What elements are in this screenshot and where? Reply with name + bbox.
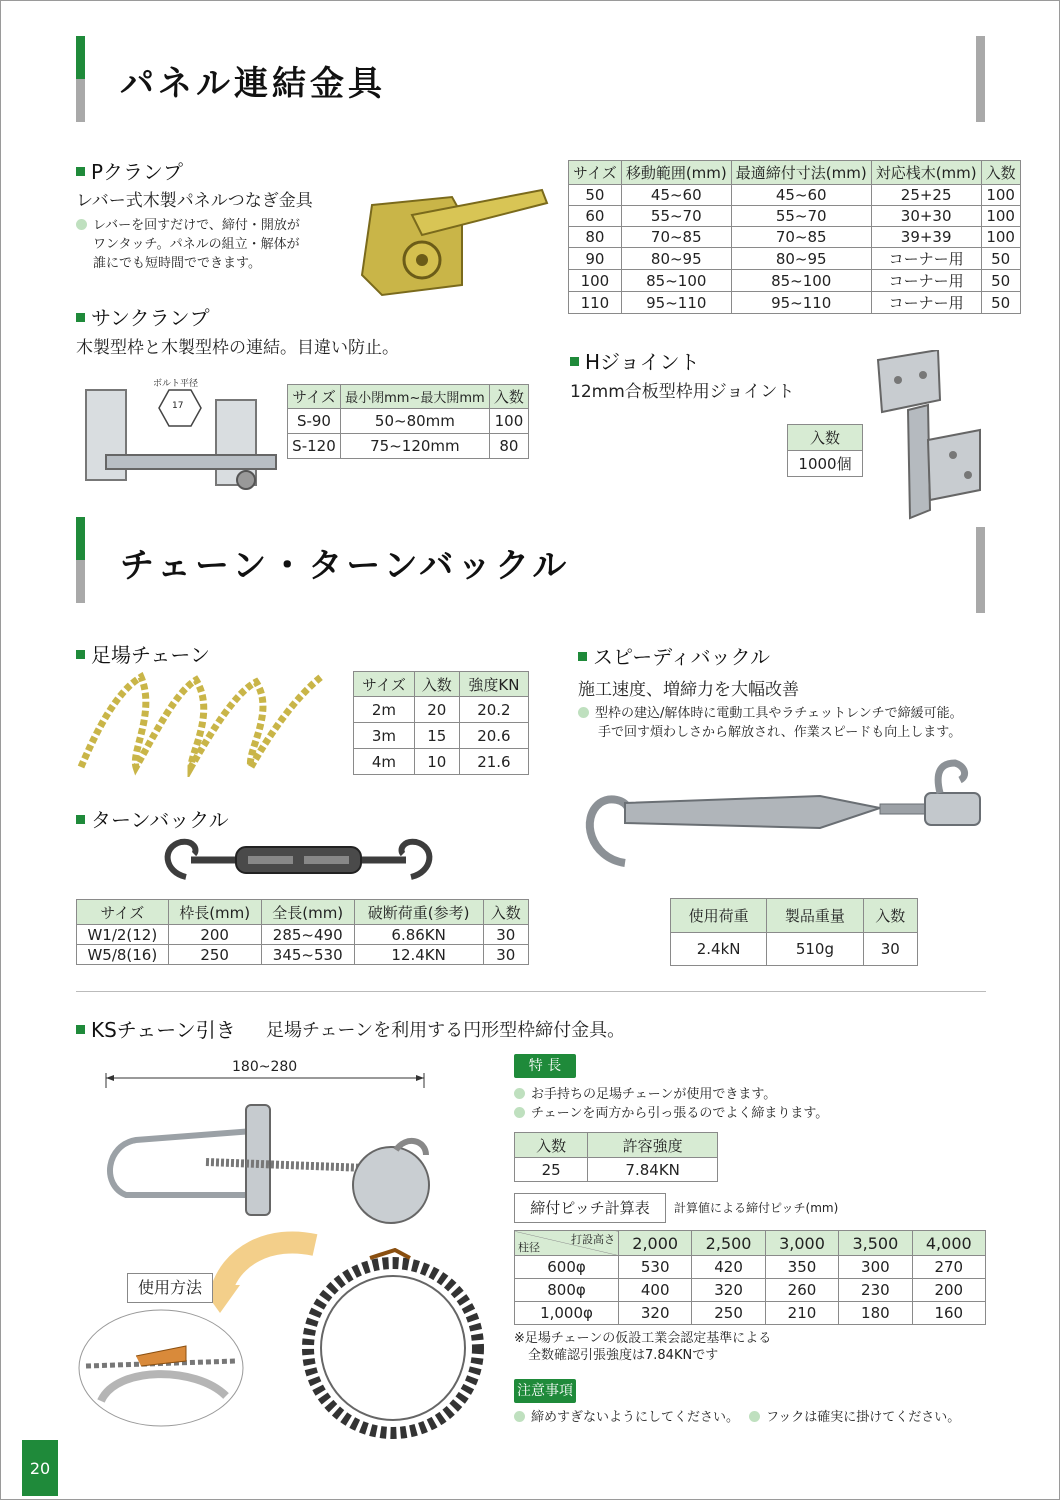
table-cell: 250 — [168, 945, 261, 965]
table-row — [515, 1302, 986, 1325]
corner-top-label: 打設高さ — [571, 1233, 615, 1246]
table-cell: 180 — [839, 1302, 912, 1325]
table-cell: 45~60 — [731, 185, 871, 206]
heading-square-icon — [76, 1025, 85, 1034]
table-cell: 7.84KN — [588, 1158, 718, 1182]
table-cell: 260 — [765, 1279, 838, 1302]
h-joint-heading — [570, 346, 700, 375]
table-cell: 85~100 — [621, 270, 731, 292]
speedy-buckle-note — [578, 704, 963, 742]
table-cell: 510g — [767, 933, 863, 966]
table-cell: S-90 — [288, 409, 341, 434]
table-row — [77, 945, 529, 965]
table-cell: 200 — [912, 1279, 985, 1302]
section-accent-bar — [76, 36, 85, 122]
table-header: 最小閉mm~最大開mm — [340, 385, 489, 409]
caution-tag: 注意事項 — [514, 1379, 576, 1403]
table-cell: 20 — [414, 697, 459, 723]
table-row — [288, 434, 529, 459]
table-row — [77, 925, 529, 945]
table-row — [569, 292, 1021, 314]
scaffold-chain-table — [353, 671, 529, 775]
table-cell: コーナー用 — [871, 270, 981, 292]
table-cell: 320 — [619, 1302, 692, 1325]
bullet-icon — [578, 707, 589, 718]
table-cell: 110 — [569, 292, 622, 314]
table-cell: 50 — [569, 185, 622, 206]
heading-square-icon — [76, 313, 85, 322]
table-header: サイズ — [569, 161, 622, 185]
bolt-size: 17 — [172, 401, 184, 411]
table-cell: 350 — [765, 1256, 838, 1279]
table-header: 製品重量 — [767, 899, 863, 933]
table-cell: 30 — [483, 925, 528, 945]
bullet-icon — [514, 1107, 525, 1118]
table-row — [788, 451, 863, 477]
section-title-chain: チェーン・ターンバックル — [120, 546, 571, 586]
table-header: 入数 — [414, 672, 459, 697]
table-cell: 55~70 — [731, 206, 871, 227]
usage-label: 使用方法 — [127, 1273, 213, 1303]
table-cell: 20.6 — [459, 723, 528, 749]
section-divider — [76, 991, 986, 992]
table-row — [671, 933, 918, 966]
p-clamp-heading-text: Pクランプ — [91, 160, 184, 184]
table-row — [569, 248, 1021, 270]
ks-chain-image — [96, 1100, 456, 1230]
caution-list — [514, 1408, 960, 1427]
table-cell: 285~490 — [261, 925, 354, 945]
footnote — [514, 1330, 771, 1364]
sun-clamp-subtitle: 木製型枠と木製型枠の連結。目違い防止。 — [76, 338, 399, 358]
speedy-buckle-subtitle: 施工速度、増締力を大幅改善 — [578, 680, 799, 700]
p-clamp-heading — [76, 156, 183, 185]
table-header: 入数 — [489, 385, 528, 409]
table-cell: 95~110 — [731, 292, 871, 314]
pitch-table-note: 計算値による締付ピッチ(mm) — [674, 1201, 839, 1215]
table-header: 4,000 — [912, 1231, 985, 1256]
heading-square-icon — [578, 652, 587, 661]
h-joint-heading-text: Hジョイント — [585, 350, 700, 374]
table-cell: 10 — [414, 749, 459, 775]
table-row — [569, 185, 1021, 206]
table-header: 全長(mm) — [261, 900, 354, 925]
table-cell: 800φ — [515, 1279, 619, 1302]
bullet-icon — [749, 1411, 760, 1422]
table-row — [354, 749, 529, 775]
h-joint-table — [787, 424, 863, 477]
table-header: 対応桟木(mm) — [871, 161, 981, 185]
heading-square-icon — [76, 650, 85, 659]
sun-clamp-heading-text: サンクランプ — [91, 306, 210, 330]
dimension-label: 180~280 — [232, 1059, 298, 1075]
pitch-table-label: 締付ピッチ計算表 — [514, 1193, 666, 1223]
table-cell: 45~60 — [621, 185, 731, 206]
table-cell: 230 — [839, 1279, 912, 1302]
table-row — [569, 227, 1021, 248]
table-cell: 21.6 — [459, 749, 528, 775]
footnote-line: ※足場チェーンの仮設工業会認定基準による — [514, 1331, 772, 1346]
heading-square-icon — [76, 167, 85, 176]
p-clamp-note — [76, 216, 300, 273]
bullet-icon — [76, 219, 87, 230]
bolt-label: ボルト平径 — [153, 379, 199, 389]
h-joint-image — [868, 350, 983, 525]
table-cell: 100 — [489, 409, 528, 434]
table-cell: 210 — [765, 1302, 838, 1325]
table-cell: 55~70 — [621, 206, 731, 227]
table-header: 許容強度 — [588, 1133, 718, 1158]
turnbuckle-heading-text: ターンバックル — [91, 808, 229, 832]
table-row — [288, 409, 529, 434]
table-corner-header — [515, 1231, 619, 1256]
table-cell: 95~110 — [621, 292, 731, 314]
table-cell: 70~85 — [621, 227, 731, 248]
section-title-panel: パネル連結金具 — [120, 64, 386, 104]
table-cell: 400 — [619, 1279, 692, 1302]
table-cell: 270 — [912, 1256, 985, 1279]
table-header: サイズ — [354, 672, 415, 697]
section-accent-bar — [76, 517, 85, 603]
table-header: 強度KN — [459, 672, 528, 697]
ks-chain-heading — [76, 1014, 236, 1043]
table-cell: 20.2 — [459, 697, 528, 723]
bullet-icon — [514, 1088, 525, 1099]
table-cell: S-120 — [288, 434, 341, 459]
table-cell: 80 — [489, 434, 528, 459]
table-cell: W1/2(12) — [77, 925, 169, 945]
speedy-buckle-heading — [578, 641, 770, 670]
table-header: 破断荷重(参考) — [354, 900, 483, 925]
h-joint-subtitle: 12mm合板型枠用ジョイント — [570, 382, 795, 402]
table-cell: 2.4kN — [671, 933, 767, 966]
table-header: 3,500 — [839, 1231, 912, 1256]
table-cell: 25+25 — [871, 185, 981, 206]
page-number: 20 — [22, 1440, 58, 1496]
turnbuckle-table — [76, 899, 529, 965]
table-cell: 30 — [483, 945, 528, 965]
table-header: 3,000 — [765, 1231, 838, 1256]
table-cell: 320 — [692, 1279, 765, 1302]
scaffold-chain-heading-text: 足場チェーン — [91, 643, 210, 667]
table-header: 2,000 — [619, 1231, 692, 1256]
table-header: サイズ — [288, 385, 341, 409]
table-row — [515, 1158, 718, 1182]
sun-clamp-table — [287, 384, 529, 459]
table-cell: 1,000φ — [515, 1302, 619, 1325]
table-cell: 12.4KN — [354, 945, 483, 965]
table-cell: 30+30 — [871, 206, 981, 227]
sun-clamp-heading — [76, 302, 210, 331]
table-header: 2,500 — [692, 1231, 765, 1256]
feature-item: お手持ちの足場チェーンが使用できます。 — [531, 1087, 777, 1102]
caution-item: フックは確実に掛けてください。 — [766, 1410, 961, 1425]
features-list — [514, 1085, 828, 1123]
corner-bottom-label: 柱径 — [518, 1241, 540, 1254]
speedy-buckle-heading-text: スピーディバックル — [593, 645, 770, 669]
table-cell: 80~95 — [621, 248, 731, 270]
p-clamp-table — [568, 160, 1021, 314]
table-cell: 15 — [414, 723, 459, 749]
table-header: 移動範囲(mm) — [621, 161, 731, 185]
table-header: 枠長(mm) — [168, 900, 261, 925]
table-header: 入数 — [788, 425, 863, 451]
bullet-icon — [514, 1411, 525, 1422]
table-cell: 2m — [354, 697, 415, 723]
speedy-buckle-table — [670, 898, 918, 966]
table-cell: 50 — [981, 292, 1020, 314]
table-cell: 6.86KN — [354, 925, 483, 945]
table-row — [354, 697, 529, 723]
p-clamp-note-line: レバーを回すだけで、締付・開放が — [93, 218, 300, 233]
table-cell: 300 — [839, 1256, 912, 1279]
table-row — [515, 1256, 986, 1279]
heading-square-icon — [570, 357, 579, 366]
table-header: 入数 — [981, 161, 1020, 185]
turnbuckle-image — [156, 832, 441, 890]
scaffold-chain-heading — [76, 639, 210, 668]
table-header: 入数 — [863, 899, 917, 933]
circular-form-image — [300, 1248, 490, 1440]
scaffold-chain-image — [76, 672, 336, 777]
p-clamp-image — [352, 185, 552, 305]
table-cell: 600φ — [515, 1256, 619, 1279]
table-header: 入数 — [483, 900, 528, 925]
turnbuckle-heading — [76, 804, 229, 833]
p-clamp-note-line: 誰にでも短時間でできます。 — [93, 256, 261, 271]
caution-item: 締めすぎないようにしてください。 — [531, 1410, 740, 1425]
table-cell: 80~95 — [731, 248, 871, 270]
table-header: 最適締付寸法(mm) — [731, 161, 871, 185]
table-cell: 70~85 — [731, 227, 871, 248]
table-row — [569, 206, 1021, 227]
heading-square-icon — [76, 815, 85, 824]
speedy-buckle-image — [580, 758, 990, 876]
table-cell: 60 — [569, 206, 622, 227]
table-cell: 4m — [354, 749, 415, 775]
p-clamp-note-line: ワンタッチ。パネルの組立・解体が — [93, 237, 300, 252]
table-cell: 3m — [354, 723, 415, 749]
table-row — [515, 1279, 986, 1302]
table-cell: 200 — [168, 925, 261, 945]
section-accent-bar-right — [976, 36, 985, 122]
usage-detail-image — [76, 1306, 246, 1431]
table-cell: 50 — [981, 270, 1020, 292]
table-cell: 345~530 — [261, 945, 354, 965]
table-cell: 420 — [692, 1256, 765, 1279]
speedy-buckle-note-line: 手で回す煩わしさから解放され、作業スピードも向上します。 — [598, 725, 962, 740]
table-header: 使用荷重 — [671, 899, 767, 933]
features-tag: 特 長 — [514, 1054, 576, 1078]
table-cell: 100 — [981, 206, 1020, 227]
table-cell: コーナー用 — [871, 292, 981, 314]
feature-item: チェーンを両方から引っ張るのでよく締まります。 — [531, 1106, 829, 1121]
table-cell: 100 — [569, 270, 622, 292]
table-row — [569, 270, 1021, 292]
table-cell: 80 — [569, 227, 622, 248]
table-cell: 90 — [569, 248, 622, 270]
section-accent-bar-right — [976, 527, 985, 613]
table-cell: 1000個 — [788, 451, 863, 477]
ks-chain-spec-table — [514, 1132, 718, 1182]
table-cell: 85~100 — [731, 270, 871, 292]
table-cell: 100 — [981, 227, 1020, 248]
table-cell: 50 — [981, 248, 1020, 270]
table-header: 入数 — [515, 1133, 588, 1158]
ks-chain-heading-text: KSチェーン引き — [91, 1018, 236, 1042]
table-cell: W5/8(16) — [77, 945, 169, 965]
table-cell: 530 — [619, 1256, 692, 1279]
table-cell: 75~120mm — [340, 434, 489, 459]
speedy-buckle-note-line: 型枠の建込/解体時に電動工具やラチェットレンチで締緩可能。 — [595, 706, 963, 721]
ks-chain-description: 足場チェーンを利用する円形型枠締付金具。 — [266, 1020, 626, 1041]
table-cell: 250 — [692, 1302, 765, 1325]
pitch-table — [514, 1230, 986, 1325]
table-cell: 100 — [981, 185, 1020, 206]
table-cell: コーナー用 — [871, 248, 981, 270]
table-row — [354, 723, 529, 749]
table-cell: 50~80mm — [340, 409, 489, 434]
p-clamp-subtitle: レバー式木製パネルつなぎ金具 — [76, 191, 313, 211]
table-cell: 30 — [863, 933, 917, 966]
footnote-line: 全数確認引張強度は7.84KNです — [528, 1348, 719, 1363]
table-cell: 160 — [912, 1302, 985, 1325]
table-cell: 25 — [515, 1158, 588, 1182]
table-header: サイズ — [77, 900, 169, 925]
table-cell: 39+39 — [871, 227, 981, 248]
